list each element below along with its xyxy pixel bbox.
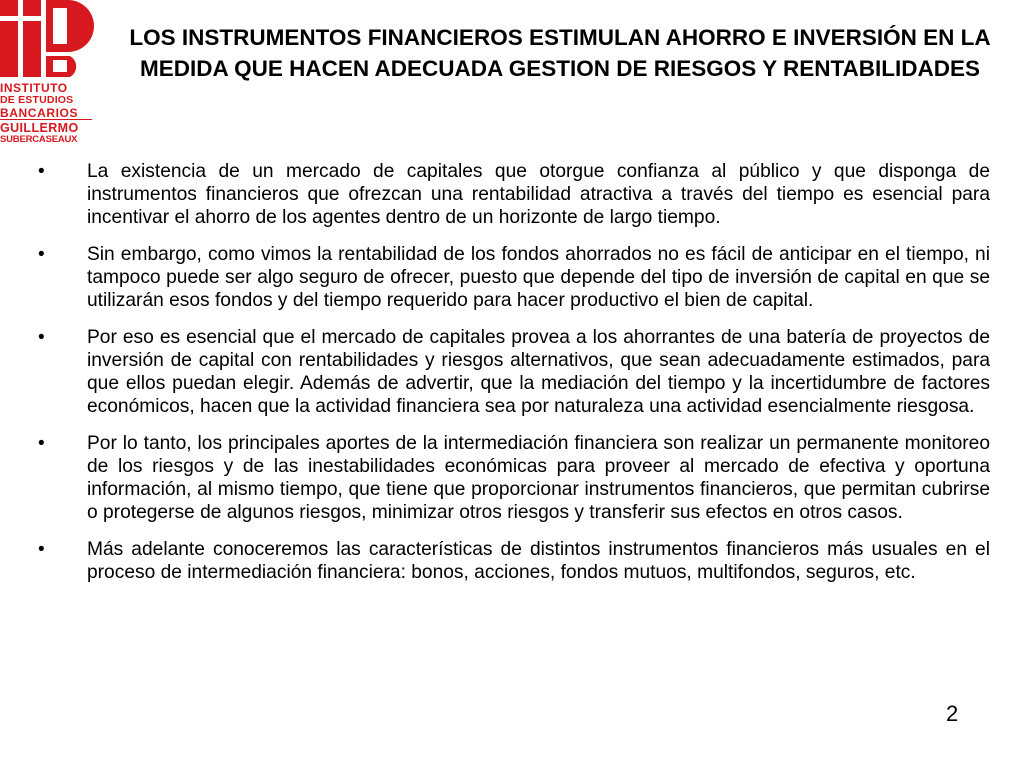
- logo-line-4: GUILLERMO: [0, 120, 79, 135]
- slide-title: LOS INSTRUMENTOS FINANCIEROS ESTIMULAN AHORRO E INVERSIÓN EN LA MEDIDA QUE HACEN ADECUADA GESTION DE RIESGOS Y RENTABILIDADES: [129, 25, 991, 81]
- logo-line-5: SUBERCASEAUX: [0, 134, 78, 145]
- bullet-text-3: Por eso es esencial que el mercado de capitales provea a los ahorrantes de una batería de proyectos de inversión de capital con rentabilidades y riesgos alternativos, que sean adecuadamente estimados, para que ellos puedan elegir. Además de advertir, que la mediación del tiempo y la incertidumbre de factores económicos, hacen que la actividad financiera sea por naturaleza una actividad esencialmente riesgosa.: [87, 327, 990, 417]
- slide-content: [38, 160, 990, 598]
- logo-line-1: INSTITUTO: [0, 81, 68, 95]
- bullet-item-2: [38, 243, 990, 312]
- bullet-list: [38, 160, 990, 584]
- bullet-symbol: •: [38, 327, 45, 348]
- bullet-symbol: •: [38, 539, 45, 560]
- institute-logo-text: [0, 82, 100, 145]
- bullet-symbol: •: [38, 433, 45, 454]
- institute-logo: [0, 0, 100, 150]
- bullet-symbol: •: [38, 161, 45, 182]
- bullet-text-5: Más adelante conoceremos las características de distintos instrumentos financieros más usuales en el proceso de intermediación financiera: bonos, acciones, fondos mutuos, multifondos, seguros, etc.: [87, 539, 990, 583]
- bullet-text-4: Por lo tanto, los principales aportes de la intermediación financiera son realizar un permanente monitoreo de los riesgos y de las inestabilidades económicas para proveer al mercado de efectiva y oportuna información, al mismo tiempo, que tiene que proporcionar instrumentos financieros, que permitan cubrirse o protegerse de algunos riesgos, minimizar otros riesgos y transferir sus efectos en otros casos.: [87, 433, 990, 523]
- bullet-item-1: [38, 160, 990, 229]
- bullet-item-5: [38, 538, 990, 584]
- bullet-symbol: •: [38, 244, 45, 265]
- logo-line-3: BANCARIOS: [0, 107, 92, 120]
- institute-logo-mark: [0, 0, 100, 82]
- bullet-text-1: La existencia de un mercado de capitales que otorgue confianza al público y que disponga de instrumentos financieros que ofrezcan una rentabilidad atractiva a través del tiempo es esencial para incentivar el ahorro de los agentes dentro de un horizonte de largo tiempo.: [87, 161, 990, 228]
- logo-line-2: DE ESTUDIOS: [0, 94, 74, 106]
- page-number: 2: [946, 701, 959, 726]
- bullet-item-4: [38, 432, 990, 524]
- bullet-text-2: Sin embargo, como vimos la rentabilidad de los fondos ahorrados no es fácil de anticipar en el tiempo, ni tampoco puede ser algo seguro de ofrecer, puesto que depende del tipo de inversión de capital en que se utilizarán esos fondos y del tiempo requerido para hacer productivo el bien de capital.: [87, 244, 990, 311]
- bullet-item-3: [38, 326, 990, 418]
